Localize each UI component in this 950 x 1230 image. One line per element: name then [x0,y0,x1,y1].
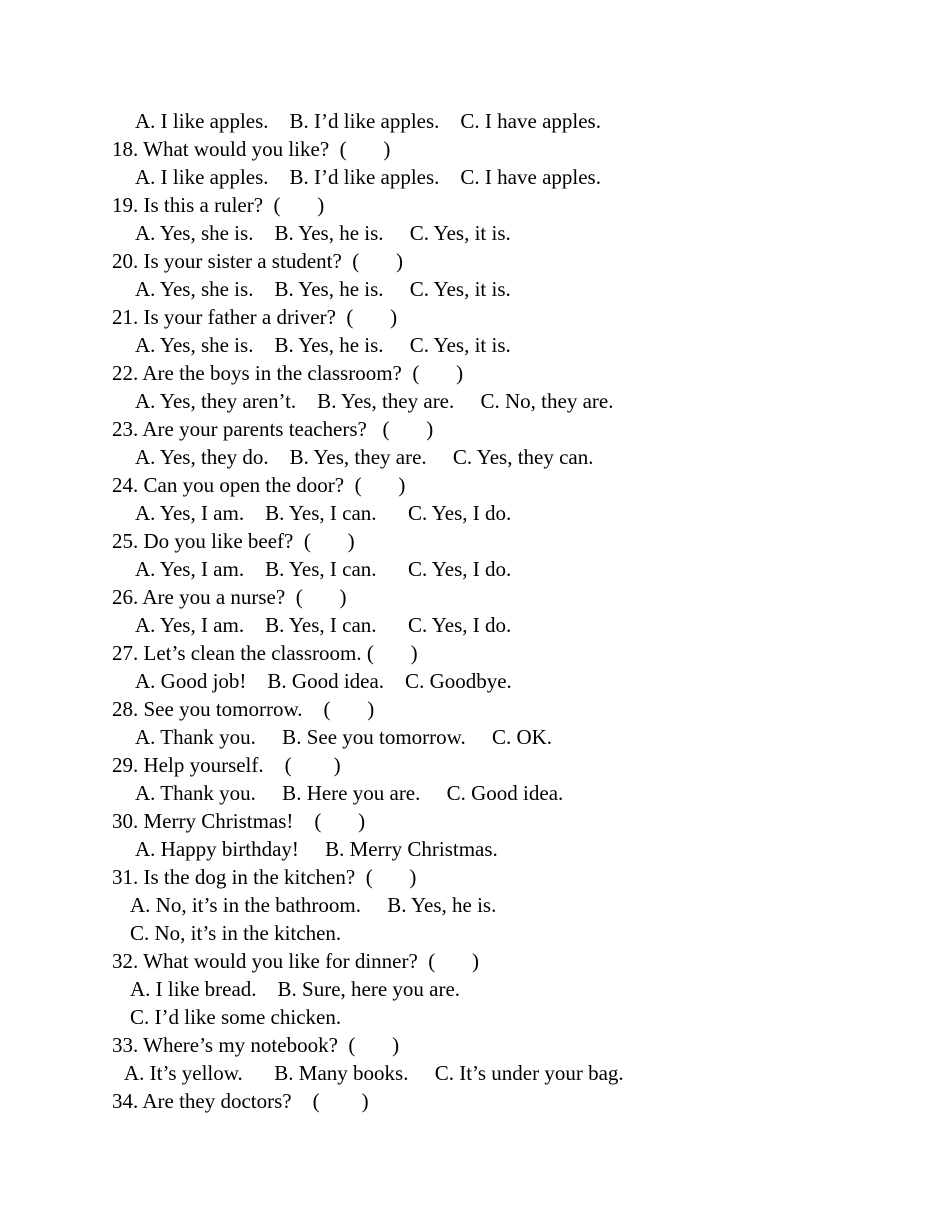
question-line: 21. Is your father a driver? ( ) [112,305,398,329]
answer-options-line: A. It’s yellow. B. Many books. C. It’s under your bag. [124,1061,624,1085]
answer-options-line: A. Thank you. B. Here you are. C. Good idea. [135,781,564,805]
question-line: 33. Where’s my notebook? ( ) [112,1033,400,1057]
answer-options-line: A. Yes, I am. B. Yes, I can. C. Yes, I do. [135,501,512,525]
question-line: 23. Are your parents teachers? ( ) [112,417,434,441]
answer-options-line: A. Thank you. B. See you tomorrow. C. OK. [135,725,553,749]
question-line: 34. Are they doctors? ( ) [112,1089,369,1113]
answer-options-line: A. Yes, I am. B. Yes, I can. C. Yes, I do. [135,557,512,581]
answer-options-line: C. No, it’s in the kitchen. [130,921,342,945]
question-line: 30. Merry Christmas! ( ) [112,809,366,833]
question-line: 24. Can you open the door? ( ) [112,473,406,497]
answer-options-line: A. Happy birthday! B. Merry Christmas. [135,837,498,861]
question-line: 20. Is your sister a student? ( ) [112,249,404,273]
question-line: 22. Are the boys in the classroom? ( ) [112,361,464,385]
answer-options-line: A. I like bread. B. Sure, here you are. [130,977,461,1001]
answer-options-line: A. I like apples. B. I’d like apples. C. I have apples. [135,109,601,133]
question-line: 29. Help yourself. ( ) [112,753,341,777]
answer-options-line: A. Yes, she is. B. Yes, he is. C. Yes, it is. [135,221,511,245]
question-line: 32. What would you like for dinner? ( ) [112,949,480,973]
answer-options-line: A. Yes, I am. B. Yes, I can. C. Yes, I do. [135,613,512,637]
question-line: 18. What would you like? ( ) [112,137,391,161]
question-line: 27. Let’s clean the classroom. ( ) [112,641,418,665]
question-line: 31. Is the dog in the kitchen? ( ) [112,865,417,889]
answer-options-line: A. Good job! B. Good idea. C. Goodbye. [135,669,512,693]
answer-options-line: A. I like apples. B. I’d like apples. C. I have apples. [135,165,601,189]
answer-options-line: A. Yes, they aren’t. B. Yes, they are. C. No, they are. [135,389,614,413]
question-line: 25. Do you like beef? ( ) [112,529,355,553]
answer-options-line: C. I’d like some chicken. [130,1005,342,1029]
worksheet-page [0,107,950,1115]
question-line: 28. See you tomorrow. ( ) [112,697,375,721]
answer-options-line: A. No, it’s in the bathroom. B. Yes, he is. [130,893,497,917]
question-line: 26. Are you a nurse? ( ) [112,585,347,609]
answer-options-line: A. Yes, they do. B. Yes, they are. C. Yes, they can. [135,445,594,469]
answer-options-line: A. Yes, she is. B. Yes, he is. C. Yes, it is. [135,333,511,357]
answer-options-line: A. Yes, she is. B. Yes, he is. C. Yes, it is. [135,277,511,301]
question-line: 19. Is this a ruler? ( ) [112,193,325,217]
